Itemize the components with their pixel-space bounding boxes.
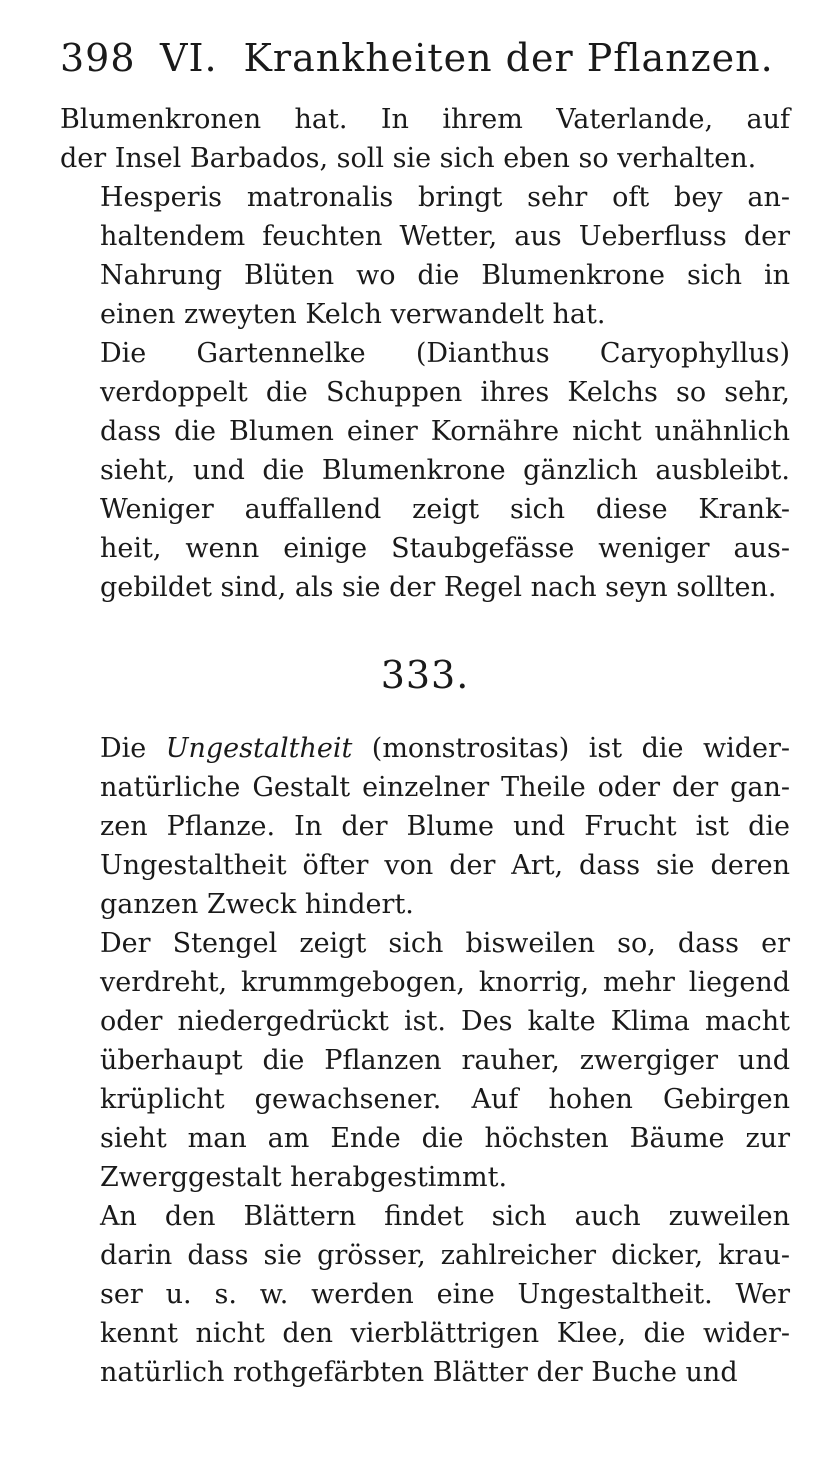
- section-number: 333.: [380, 653, 470, 697]
- text-line: krüplicht gewachsener. Auf hohen Gebirgen: [100, 1084, 790, 1115]
- text-line: Zwerggestalt herabgestimmt.: [100, 1162, 508, 1193]
- text-line: zen Pflanze. In der Blume und Frucht ist die: [100, 811, 790, 842]
- text-line: gebildet sind, als sie der Regel nach seyn sollten.: [100, 572, 777, 603]
- text-line: Der Stengel zeigt sich bisweilen so, dass er: [100, 928, 790, 959]
- text-line: ser u. s. w. werden eine Ungestaltheit. Wer: [100, 1279, 790, 1310]
- text-line: Die Ungestaltheit (monstrositas) ist die wider-: [100, 733, 790, 764]
- text-line: Weniger auffallend zeigt sich diese Krank-: [100, 494, 790, 525]
- text-line: heit, wenn einige Staubgefässe weniger aus-: [100, 533, 790, 564]
- text-line: Ungestaltheit öfter von der Art, dass sie deren: [100, 850, 790, 881]
- text-line: ganzen Zweck hindert.: [100, 889, 414, 920]
- text-line: verdreht, krummgebogen, knorrig, mehr liegend: [100, 967, 790, 998]
- text-line: Nahrung Blüten wo die Blumenkrone sich in: [100, 260, 790, 291]
- text-line: überhaupt die Pflanzen rauher, zwergiger und: [100, 1045, 790, 1076]
- paragraph: [60, 924, 790, 1197]
- text-line: sieht man am Ende die höchsten Bäume zur: [100, 1123, 790, 1154]
- text-block-bottom: [60, 924, 790, 1392]
- text-line: dass die Blumen einer Kornähre nicht unähnlich: [100, 416, 790, 447]
- text-line: natürliche Gestalt einzelner Theile oder der gan-: [100, 772, 790, 803]
- text-line: sieht, und die Blumenkrone gänzlich ausbleibt.: [100, 455, 790, 486]
- text-line: einen zweyten Kelch verwandelt hat.: [100, 299, 606, 330]
- text-line: Die Gartennelke (Dianthus Caryophyllus): [100, 338, 790, 369]
- paragraph: [60, 729, 790, 924]
- text-line: Blumenkronen hat. In ihrem Vaterlande, auf: [60, 104, 790, 135]
- running-header: [60, 36, 790, 100]
- section-intro-paragraph: [60, 729, 790, 924]
- paragraph: [60, 178, 790, 334]
- chapter-number: VI.: [160, 36, 218, 80]
- paragraph: [60, 334, 790, 607]
- text-line: An den Blättern findet sich auch zuweilen: [100, 1201, 790, 1232]
- paragraph: [60, 1197, 790, 1392]
- text-line: haltendem feuchten Wetter, aus Ueberfluss der: [100, 221, 790, 252]
- text-line: verdoppelt die Schuppen ihres Kelchs so sehr,: [100, 377, 790, 408]
- text-line: oder niedergedrückt ist. Des kalte Klima macht: [100, 1006, 790, 1037]
- paragraph: [60, 100, 790, 178]
- text-line: darin dass sie grösser, zahlreicher dicker, krau-: [100, 1240, 790, 1271]
- text-line: natürlich rothgefärbten Blätter der Buche und: [100, 1357, 738, 1388]
- term-ungestaltheit: Ungestaltheit: [165, 733, 353, 764]
- page-number: 398: [60, 36, 136, 80]
- text-line: kennt nicht den vierblättrigen Klee, die wider-: [100, 1318, 790, 1349]
- text-block-top: [60, 100, 790, 607]
- chapter-title: Krankheiten der Pflanzen.: [243, 36, 774, 80]
- text-line: der Insel Barbados, soll sie sich eben so verhalten.: [60, 143, 757, 174]
- text-line: Hesperis matronalis bringt sehr oft bey an-: [100, 182, 790, 213]
